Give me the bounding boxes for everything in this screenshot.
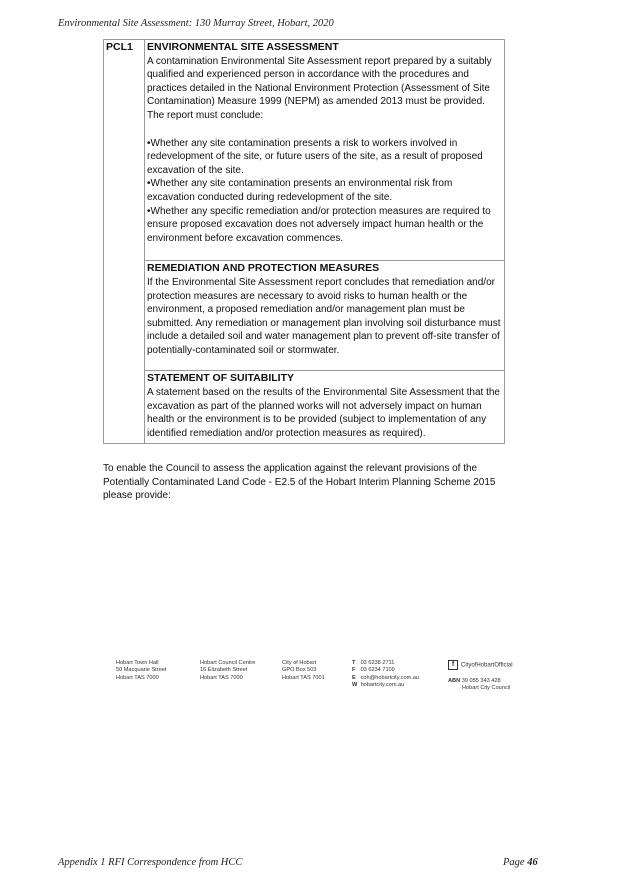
contact-details xyxy=(352,660,419,690)
phone-number: 03 6238 2711 xyxy=(360,660,395,666)
phone-label: T xyxy=(352,660,356,666)
email-label: E xyxy=(352,674,356,681)
fax-label: F xyxy=(352,667,356,674)
facebook-icon: f xyxy=(448,660,458,670)
phone-line xyxy=(352,660,419,667)
web-line xyxy=(352,682,419,689)
bullet-item: • Whether any specific remediation and/or protection measures are required to ensure proposed excavation does not adversely impact human health or the environment before excavation commences. xyxy=(147,205,502,246)
address-line: Hobart TAS 7000 xyxy=(200,674,243,681)
web-label: W xyxy=(352,682,358,689)
condition-code: PCL1 xyxy=(104,40,145,444)
closing-paragraph: To enable the Council to assess the application against the relevant provisions of the Potentially Contaminated Land Code - E2.5 of the Hobart Interim Planning Scheme 2015 please provide: xyxy=(103,463,496,502)
section-text: If the Environmental Site Assessment report concludes that remediation and/or protection measures are necessary to avoid risks to human health or the environment, a proposed remediation and/or management plan must be submitted. Any remediation or management plan involving soil disturbance must include a detailed soil and water management plan to prevent off-site transfer of potentially-contaminated soil or stormwater. xyxy=(147,276,501,356)
council-centre-address xyxy=(200,660,255,682)
spacer xyxy=(147,123,502,137)
address-line: Hobart Council Centre xyxy=(200,660,256,666)
council-name: Hobart City Council xyxy=(462,685,511,692)
bullet-item: • Whether any site contamination presents an environmental risk from excavation conducted during redevelopment of the site. xyxy=(147,177,502,204)
address-line: 16 Elizabeth Street xyxy=(200,667,248,674)
facebook-handle[interactable]: CityofHobartOfficial xyxy=(461,662,513,669)
section-text: A statement based on the results of the Environmental Site Assessment that the excavation as part of the planned works will not adversely impact on human health or the environment is to be provided (subject to implementation of any identified remediation and/or protection measures as required). xyxy=(147,387,500,439)
table-row xyxy=(104,371,505,444)
page-number-value: 46 xyxy=(527,857,538,868)
footer-appendix-label: Appendix 1 RFI Correspondence from HCC xyxy=(58,857,243,868)
social-and-abn xyxy=(448,660,513,693)
address-line: GPO Box 503 xyxy=(282,667,317,674)
email-link[interactable]: coh@hobartcity.com.au xyxy=(360,674,419,681)
section-environmental-site-assessment xyxy=(145,40,505,261)
address-line: City of Hobart xyxy=(282,660,317,666)
section-statement-of-suitability xyxy=(145,371,505,444)
section-title: REMEDIATION AND PROTECTION MEASURES xyxy=(147,262,380,275)
page-label: Page xyxy=(503,857,525,868)
address-line: Hobart Town Hall xyxy=(116,660,159,666)
abn-line xyxy=(448,678,513,685)
running-header: Environmental Site Assessment: 130 Murray Street, Hobart, 2020 xyxy=(58,18,334,29)
bullet-item: • Whether any site contamination presents a risk to workers involved in redevelopment of the site, or future users of the site, as a result of proposed excavation of the site. xyxy=(147,137,502,178)
email-line xyxy=(352,675,419,682)
postal-address xyxy=(282,660,325,682)
address-line: Hobart TAS 7001 xyxy=(282,674,325,681)
section-remediation-protection xyxy=(145,261,505,371)
requirements-table xyxy=(103,39,505,444)
fax-line xyxy=(352,667,419,674)
website-link[interactable]: hobartcity.com.au xyxy=(360,682,405,689)
address-line: 50 Macquarie Street xyxy=(116,667,167,674)
abn-number: 39 055 343 428 xyxy=(461,678,501,684)
page-number xyxy=(503,857,538,868)
town-hall-address xyxy=(116,660,166,682)
section-title: STATEMENT OF SUITABILITY xyxy=(147,372,294,385)
section-intro: A contamination Environmental Site Assessment report prepared by a suitably qualified and experienced person in accordance with the procedures and practices detailed in the National Environment Protection (Assessment of Site Contamination) Measure 1999 (NEPM) as amended 2013 must be provided. The report must conclude: xyxy=(147,55,492,121)
table-row xyxy=(104,261,505,371)
fax-number: 03 6234 7109 xyxy=(360,667,395,674)
table-row xyxy=(104,40,505,261)
address-line: Hobart TAS 7000 xyxy=(116,674,159,681)
facebook-line xyxy=(448,660,513,670)
abn-label: ABN xyxy=(448,678,461,684)
section-title: ENVIRONMENTAL SITE ASSESSMENT xyxy=(147,41,339,53)
